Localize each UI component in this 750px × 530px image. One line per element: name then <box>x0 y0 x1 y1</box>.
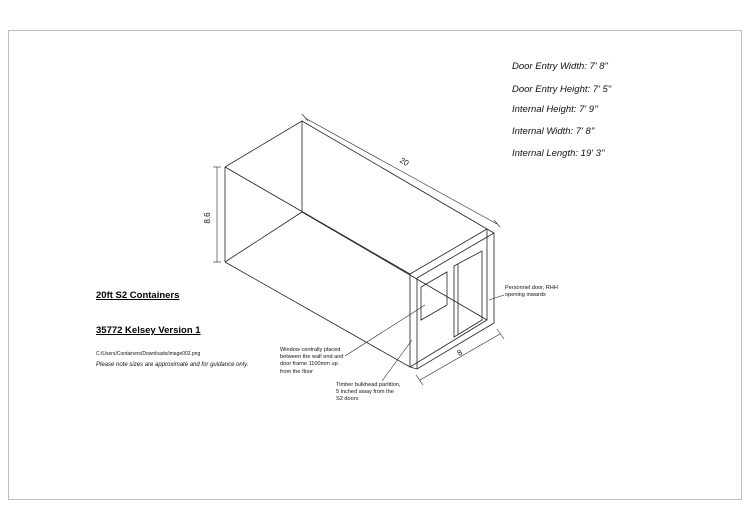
height-dimension-label: 8.6 <box>203 212 212 224</box>
width-dimension-tick-start <box>416 375 423 385</box>
length-dimension-tick-end <box>494 220 500 227</box>
container-floor-left-edge <box>225 212 302 262</box>
bulkhead-callout: Timber bulkhead partition, 5 inched away from the S2 doors <box>336 382 401 403</box>
width-dimension-label: 8 <box>455 347 464 358</box>
window-callout: Window centrally placed between the wall end and door frame 1100mm up from the floor <box>280 347 344 375</box>
container-back-top-edge <box>225 121 487 229</box>
spec-internal-width: Internal Width: 7' 8'' <box>512 126 595 137</box>
spec-internal-height: Internal Height: 7' 9'' <box>512 104 598 115</box>
window-leader <box>345 305 425 356</box>
door-end-top-edge <box>417 233 494 278</box>
spec-door-entry-height: Door Entry Height: 7' 5" <box>512 84 612 95</box>
container-floor-back-edge <box>302 212 487 320</box>
version-title: 35772 Kelsey Version 1 <box>96 325 201 336</box>
personnel-door-callout: Personnel door, RHH opening inwards <box>505 285 558 299</box>
spec-internal-length: Internal Length: 19' 3'' <box>512 148 605 159</box>
door-end-bottom-edge <box>410 320 487 367</box>
length-dimension-line <box>305 118 497 224</box>
container-door-end-face <box>410 229 494 369</box>
spec-door-entry-width: Door Entry Width: 7' 8" <box>512 61 608 72</box>
file-path: C:/Users/Containers/Downloads/image002.png <box>96 351 201 357</box>
personnel-door-leader <box>489 295 504 300</box>
disclaimer-note: Please note sizes are approximate and for guidance only. <box>96 362 249 368</box>
length-dimension-label: 20 <box>398 155 411 168</box>
bulkhead-window <box>421 272 447 320</box>
width-dimension-tick-end <box>497 329 504 339</box>
length-dimension-tick-start <box>302 114 308 121</box>
container-left-top-edge <box>225 167 410 274</box>
bulkhead-leader <box>382 340 412 381</box>
product-title: 20ft S2 Containers <box>96 290 180 301</box>
